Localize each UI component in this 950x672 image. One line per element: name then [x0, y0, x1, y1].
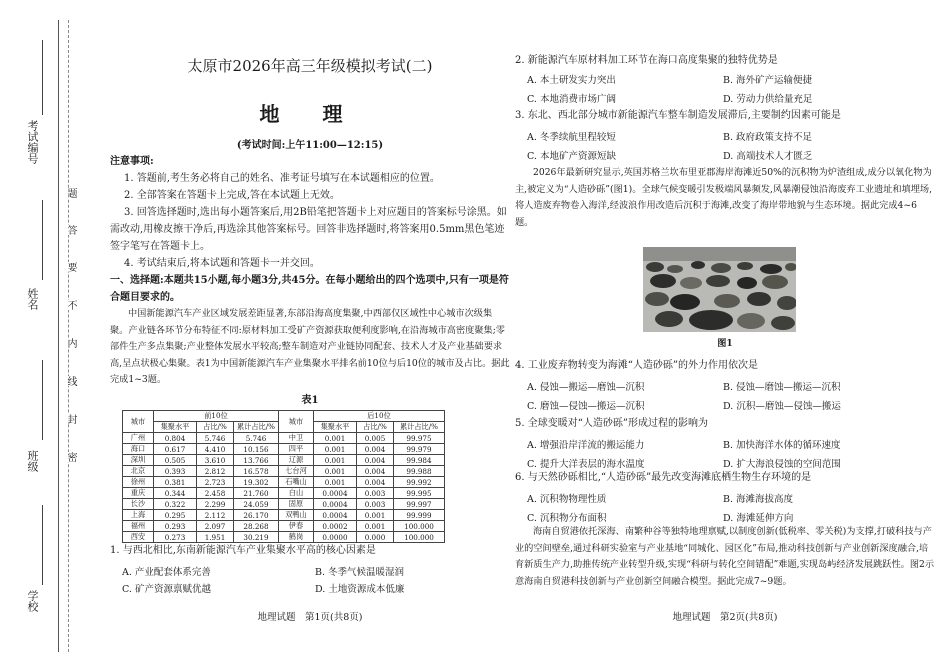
table-cell: 0.004: [357, 477, 394, 488]
q5-option-d: D. 扩大海浪侵蚀的空间范围: [723, 459, 841, 470]
table-cell: 99.992: [394, 477, 445, 488]
table-cell: 2.723: [197, 477, 234, 488]
name-line: [42, 200, 43, 280]
table-cell: 99.979: [394, 444, 445, 455]
table-cell: 0.293: [154, 521, 197, 532]
q5-option-a: A. 增强沿岸洋流的搬运能力: [527, 440, 645, 451]
table-cell: 伊春: [279, 521, 314, 532]
table-cell: 辽源: [279, 455, 314, 466]
school-line: [42, 505, 43, 585]
table-caption: 表1: [301, 395, 319, 406]
table-cell: 固原: [279, 499, 314, 510]
col-header: 占比/%: [197, 422, 234, 433]
seal-char: 封: [65, 414, 76, 424]
seal-char: 题: [65, 188, 76, 198]
col-header: 集聚水平: [314, 422, 357, 433]
notes-title: 注意事项:: [110, 156, 154, 167]
table-cell: 0.003: [357, 499, 394, 510]
table-cell: 0.004: [357, 455, 394, 466]
table-cell: 0.003: [357, 488, 394, 499]
question-2-stem: 2. 新能源汽车原材料加工环节在海口高度集聚的独特优势是: [515, 55, 778, 66]
table-cell: 鹤岗: [279, 532, 314, 543]
exam-title: 太原市2026年高三年级模拟考试(二): [187, 57, 433, 75]
col-header: 集聚水平: [154, 422, 197, 433]
table-cell: 海口: [123, 444, 154, 455]
seal-char: 答: [65, 225, 76, 235]
table-cell: 西安: [123, 532, 154, 543]
table-row: [123, 455, 445, 466]
q2-option-d: D. 劳动力供给量充足: [723, 94, 813, 105]
col-header: 累计占比/%: [234, 422, 279, 433]
q6-option-c: C. 沉积物分布面积: [527, 513, 607, 524]
col-group-header: 后10位: [314, 411, 445, 422]
table-cell: 0.001: [314, 433, 357, 444]
q1-option-d: D. 土地资源成本低廉: [315, 584, 405, 595]
q1-option-b: B. 冬季气候温暖湿润: [315, 567, 405, 578]
school-label: 学校: [26, 590, 39, 612]
col-group-header: 前10位: [154, 411, 279, 422]
table-cell: 4.410: [197, 444, 234, 455]
table-cell: 26.170: [234, 510, 279, 521]
table-cell: 深圳: [123, 455, 154, 466]
table-cell: 徐州: [123, 477, 154, 488]
exam-no-label: 考试编号: [26, 120, 39, 164]
table-cell: 石嘴山: [279, 477, 314, 488]
table-cell: 0.001: [314, 455, 357, 466]
note-item: 1. 答题前,考生务必将自己的姓名、准考证号填写在本试题相应的位置。: [124, 173, 440, 184]
table-row: [123, 521, 445, 532]
q6-option-a: A. 沉积物物理性质: [527, 494, 607, 505]
col-header: 占比/%: [357, 422, 394, 433]
table-row: [123, 477, 445, 488]
table-cell: 100.000: [394, 532, 445, 543]
table-cell: 10.156: [234, 444, 279, 455]
table-cell: 2.299: [197, 499, 234, 510]
question-3-stem: 3. 东北、西北部分城市新能源汽车整车制造发展滞后,主要制约因素可能是: [515, 110, 841, 121]
note-item: 3. 回答选择题时,选出每小题答案后,用2B铅笔把答题卡上对应题目的答案标号涂黑。如需改动,用橡皮擦干净后,再选涂其他答案标号。回答非选择题时,将答案用0.5mm黑色笔迹签字笔写在答题卡上。: [110, 207, 507, 252]
figure-1-photo: [643, 247, 796, 332]
table-cell: 2.812: [197, 466, 234, 477]
q1-option-c: C. 矿产资源禀赋优越: [122, 584, 211, 595]
figure-1-caption: 图1: [717, 339, 733, 349]
q3-option-a: A. 冬季续航里程较短: [527, 132, 616, 143]
table-cell: 0.505: [154, 455, 197, 466]
col-header: 累计占比/%: [394, 422, 445, 433]
q4-option-b: B. 侵蚀—磨蚀—搬运—沉积: [723, 382, 841, 393]
table-cell: 21.760: [234, 488, 279, 499]
q2-option-b: B. 海外矿产运输便捷: [723, 75, 813, 86]
table-row: [123, 532, 445, 543]
class-line: [42, 360, 43, 440]
table-cell: 0.0004: [314, 499, 357, 510]
question-4-stem: 4. 工业废弃物转变为海滩“人造砂砾”的外力作用依次是: [515, 360, 758, 371]
table-cell: 0.295: [154, 510, 197, 521]
table-cell: 0.0000: [314, 532, 357, 543]
q5-option-c: C. 提升大洋表层的海水温度: [527, 459, 645, 470]
q3-option-d: D. 高端技术人才匮乏: [723, 151, 813, 162]
table-cell: 双鸭山: [279, 510, 314, 521]
seal-char: 线: [65, 376, 76, 386]
table-cell: 广州: [123, 433, 154, 444]
table-cell: 16.578: [234, 466, 279, 477]
table-cell: 0.322: [154, 499, 197, 510]
q4-option-c: C. 磨蚀—侵蚀—搬运—沉积: [527, 401, 645, 412]
table-cell: 1.951: [197, 532, 234, 543]
table-row: [123, 499, 445, 510]
q4-option-d: D. 沉积—磨蚀—侵蚀—搬运: [723, 401, 841, 412]
passage-2: 2026年最新研究显示,英国苏格兰坎布里亚郡海岸海滩近50%的沉积物为炉渣组成,成分以氧化物为主,被定义为“人造砂砾”(图1)。全球气候变暖引发极端风暴频发,风暴潮侵蚀沿海废弃工业遗址和填埋场,将人造废弃物卷入海洋,经波浪作用改造后沉积于海滩,改变了海岸带地貌与生态环境。据此完成4~6题。: [515, 167, 933, 228]
table-cell: 0.001: [357, 510, 394, 521]
binding-line: [58, 20, 59, 652]
table-cell: 0.393: [154, 466, 197, 477]
table-row: [123, 488, 445, 499]
col-header: 城市: [279, 411, 314, 433]
q2-option-c: C. 本地消费市场广阔: [527, 94, 616, 105]
exam-time: (考试时间:上午11:00—12:15): [236, 140, 384, 151]
table-cell: 99.988: [394, 466, 445, 477]
table-cell: 上海: [123, 510, 154, 521]
name-label: 姓名: [26, 288, 39, 310]
table-cell: 30.219: [234, 532, 279, 543]
table-cell: 99.984: [394, 455, 445, 466]
seal-char: 密: [65, 452, 76, 462]
table-cell: 白山: [279, 488, 314, 499]
table-cell: 0.001: [314, 477, 357, 488]
table-cell: 28.268: [234, 521, 279, 532]
table-cell: 0.0004: [314, 510, 357, 521]
table-cell: 0.804: [154, 433, 197, 444]
q4-option-a: A. 侵蚀—搬运—磨蚀—沉积: [527, 382, 645, 393]
table-cell: 24.059: [234, 499, 279, 510]
table-row: [123, 510, 445, 521]
table-header-row: [123, 411, 445, 422]
q6-option-b: B. 海滩海拔高度: [723, 494, 794, 505]
table-cell: 中卫: [279, 433, 314, 444]
question-1-stem: 1. 与西北相比,东南新能源汽车产业集聚水平高的核心因素是: [110, 545, 376, 556]
table-cell: 2.097: [197, 521, 234, 532]
question-6-stem: 6. 与天然砂砾相比,“人造砂砾”最先改变海滩底栖生物生存环境的是: [515, 472, 812, 483]
table-cell: 0.000: [357, 532, 394, 543]
table-cell: 19.302: [234, 477, 279, 488]
table-row: [123, 433, 445, 444]
table-cell: 0.344: [154, 488, 197, 499]
passage-3: 海南自贸港依托深海、南繁种谷等独特地理禀赋,以制度创新(低税率、零关税)为支撑,打破科技与产业的空间壁垒,通过科研实验室与产业基地“同城化、园区化”布局,推动科技创新与产业创新深度融合,培育新质生产力,助推传统产业转型升级,实现“科研与转化空间错配”难题,实现岛屿经济发展跳跃性。图2示意海南自贸港科技创新与产业创新空间融合模型。据此完成7~9题。: [515, 526, 935, 587]
q3-option-b: B. 政府政策支持不足: [723, 132, 813, 143]
subject-title: 地 理: [259, 102, 361, 126]
table-cell: 0.617: [154, 444, 197, 455]
table-cell: 99.975: [394, 433, 445, 444]
table-cell: 七台河: [279, 466, 314, 477]
binding-margin: [0, 0, 78, 672]
table-cell: 长沙: [123, 499, 154, 510]
seal-char: 要: [65, 262, 76, 272]
exam-no-line: [42, 40, 43, 115]
passage-1: 中国新能源汽车产业区域发展差距显著,东部沿海高度集聚,中西部仅区域性中心城市次级集聚。产业链各环节分布特征不同:原材料加工受矿产资源获取便利度影响,在沿海城市高密度聚集;零部件生产多点集聚;产业整体发展水平较高;整车制造对产业链协同配套、技术人才及产业基础要求高,呈点状极心集聚。表1为中国新能源汽车产业集聚水平排名前10位与后10位的城市及占比。据此完成1~3题。: [110, 308, 510, 385]
class-label: 班级: [26, 450, 39, 472]
table-cell: 2.458: [197, 488, 234, 499]
table-cell: 四平: [279, 444, 314, 455]
table-cell: 99.999: [394, 510, 445, 521]
table-cell: 0.0004: [314, 488, 357, 499]
table-cell: 福州: [123, 521, 154, 532]
table-cell: 3.610: [197, 455, 234, 466]
q2-option-a: A. 本土研发实力突出: [527, 75, 616, 86]
table-cell: 重庆: [123, 488, 154, 499]
page-footer-right: 地理试题 第2页(共8页): [672, 612, 778, 623]
table-cell: 99.995: [394, 488, 445, 499]
page-footer-left: 地理试题 第1页(共8页): [257, 612, 363, 623]
left-page: [110, 0, 510, 672]
note-item: 2. 全部答案在答题卡上完成,答在本试题上无效。: [124, 190, 340, 201]
table-cell: 13.766: [234, 455, 279, 466]
table-cell: 0.001: [314, 444, 357, 455]
seal-char: 内: [65, 338, 76, 348]
table-cell: 5.746: [234, 433, 279, 444]
table-cell: 99.997: [394, 499, 445, 510]
table-cell: 北京: [123, 466, 154, 477]
table-cell: 100.000: [394, 521, 445, 532]
table-row: [123, 444, 445, 455]
table-cell: 2.112: [197, 510, 234, 521]
table-cell: 0.004: [357, 466, 394, 477]
table-cell: 0.0002: [314, 521, 357, 532]
table-cell: 0.381: [154, 477, 197, 488]
table-cell: 0.273: [154, 532, 197, 543]
q1-option-a: A. 产业配套体系完善: [122, 567, 211, 578]
col-header: 城市: [123, 411, 154, 433]
data-table: [122, 410, 445, 543]
note-item: 4. 考试结束后,将本试题和答题卡一并交回。: [124, 258, 320, 269]
table-cell: 0.004: [357, 444, 394, 455]
table-cell: 5.746: [197, 433, 234, 444]
q3-option-c: C. 本地矿产资源短缺: [527, 151, 616, 162]
table-cell: 0.005: [357, 433, 394, 444]
seal-dashed-line: [68, 20, 69, 652]
right-page: [515, 0, 935, 672]
section-1-heading: 一、选择题:本题共15小题,每小题3分,共45分。在每小题给出的四个选项中,只有一项是符合题目要求的。: [110, 275, 509, 303]
q6-option-d: D. 海滩延伸方向: [723, 513, 794, 524]
question-5-stem: 5. 全球变暖对“人造砂砾”形成过程的影响为: [515, 418, 708, 429]
seal-char: 不: [65, 300, 76, 310]
q5-option-b: B. 加快海洋水体的循环速度: [723, 440, 841, 451]
table-row: [123, 466, 445, 477]
table-cell: 0.001: [357, 521, 394, 532]
table-cell: 0.001: [314, 466, 357, 477]
